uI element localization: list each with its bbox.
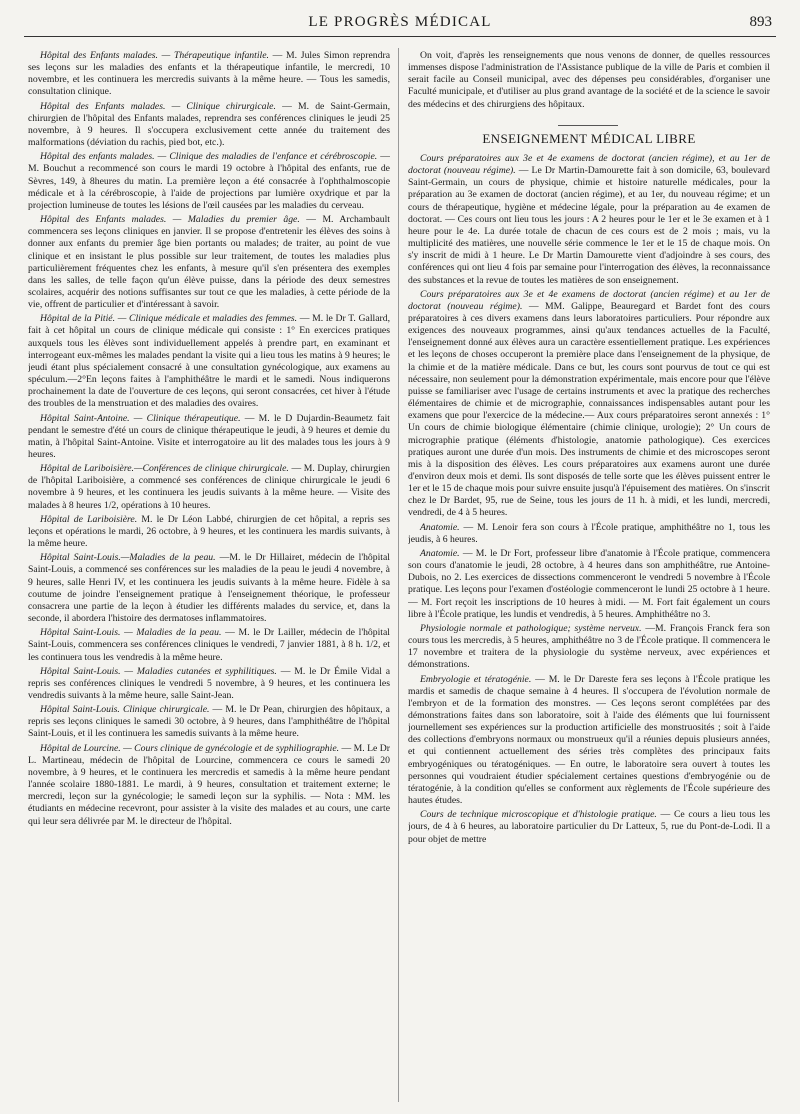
article-lead: Hôpital Saint-Louis. — Maladies de la peau.: [40, 627, 222, 639]
article-body: —M. le Dr Hillairet, médecin de l'hôpital Saint-Louis, a commencé ses conférences sur les maladies de la peau le jeudi 4 novembre, à 9 heures, salle Henri IV, et les continuera les jeudis suivants à la même heure. Fidèle à sa coutume de joindre l'enseignement pratique à l'enseignement théorique, le professeur consacrera une partie de la leçon à étudier les différents malades du service, et, dans la seconde, il abordera l'histoire des dermatoses inflammatoires.: [28, 552, 390, 625]
article-body: — M. le Dr Dareste fera ses leçons à l'École pratique les mardis et samedis de chaque semaine à 4 heures. Il s'occupera de l'évolution normale de l'embryon et de la formation des monstres. — Ces leçons seront complétées par des démonstrations faites dans son laboratoire, soit à l'aide des éléments que lui fournissent journellement ses expériences sur la production artificielle des monstruosités ; soit à l'aide des collections d'embryons normaux ou monstrueux qu'il a réunies depuis plusieurs années, et qui contiennent actuellement des séries très complètes des principaux faits embryogéniques ou tératogéniques. — En outre, le laboratoire sera ouvert à toutes les personnes qui voudraient étudier spécialement certaines questions d'embryogénie ou de tératogénie, à la condition qu'elles se conforment aux règlements de l'École supérieure des hautes études.: [408, 673, 770, 807]
page-header: [24, 12, 776, 37]
article-body: — M. Lenoir fera son cours à l'École pratique, amphithéâtre no 1, tous les jeudis, à 6 heures.: [408, 521, 770, 545]
article-lead: Physiologie normale et pathologique; système nerveux.: [420, 622, 642, 634]
article-body: —M. François Franck fera son cours tous les mercredis, à 5 heures, amphithéâtre no 3 de l'École pratique. Il commencera le 17 novembre et traitera de la physiologie du système nerveux, avec expériences et démonstrations.: [408, 622, 770, 671]
article-lead: Hôpital de Lourcine. — Cours clinique de gynécologie et de syphiliographie.: [40, 742, 340, 754]
article-paragraph: [28, 101, 390, 150]
column-divider: [398, 48, 399, 1102]
article-lead: Anatomie.: [420, 547, 460, 559]
article-paragraph: [28, 552, 390, 625]
article-paragraph: [408, 623, 770, 672]
article-body: — M. le Dr Émile Vidal a repris ses conférences cliniques le vendredi 5 novembre, à 9 heures, et les continuera les vendredis suivants à la même heure, salle Saint-Jean.: [28, 665, 390, 701]
article-body: — M. le Dr Pean, chirurgien des hôpitaux, a repris ses leçons cliniques le samedi 30 octobre, à 9 heures, dans l'amphithéâtre de l'hôpital Saint-Louis, et il les continuera les samedis suivants à la même heure.: [28, 704, 390, 740]
article-paragraph: [408, 153, 770, 287]
article-body: — M. Le Dr L. Martineau, médecin de l'hôpital de Lourcine, commencera ce cours le samedi 20 novembre, à 9 heures, et le continuera les mercredis et samedis à la même heure pendant l'année scolaire 1880-1881. Le mardi, à 9 heures, consultation et traitement externe; le mercredi, leçon sur la gynécologie; le samedi leçon sur la syphilis. — Nota : MM. les étudiants en médecine recevront, pour assister à la visite des malades et au cours, une carte qui leur sera délivrée par M. le directeur de l'hôpital.: [28, 742, 390, 827]
article-lead: Hôpital des enfants malades. — Clinique des maladies de l'enfance et cérébroscopie.: [40, 151, 378, 163]
article-lead: Cours de technique microscopique et d'histologie pratique.: [420, 809, 657, 821]
article-lead: Hôpital Saint-Louis.—Maladies de la peau.: [40, 552, 216, 564]
article-body: M. le Dr Léon Labbé, chirurgien de cet hôpital, a repris ses leçons et opérations le mardi, 26 octobre, à 9 heures, et les continuera les mardis suivants, à la même heure.: [28, 513, 390, 550]
article-paragraph: [408, 289, 770, 520]
article-paragraph: [28, 313, 390, 410]
article-lead: Hôpital des Enfants malades. — Maladies du premier âge.: [40, 214, 300, 226]
article-lead: Hôpital de Lariboisière.: [40, 513, 138, 525]
article-body: — M. Jules Simon reprendra ses leçons sur les maladies des enfants et la thérapeutique infantile, le mercredi, 10 novembre, et les continuera les mercredis suivants à la même heure. — Tous les samedis, consultation clinique.: [28, 50, 390, 98]
article-paragraph: [408, 522, 770, 546]
article-lead: Hôpital de la Pitié. — Clinique médicale et maladies des femmes.: [40, 313, 298, 325]
article-lead: Hôpital des Enfants malades. — Clinique chirurgicale.: [40, 100, 276, 112]
article-lead: Anatomie.: [420, 521, 460, 533]
article-paragraph: [28, 413, 390, 462]
article-paragraph: [28, 627, 390, 663]
article-lead: Hôpital des Enfants malades. — Thérapeutique infantile.: [40, 50, 269, 61]
article-body: — Le Dr Martin-Damourette fait à son domicile, 63, boulevard Saint-Germain, un cours de physique, chimie et histoire naturelle médicales, pour la préparation au 3e examen de doctorat (ancien régime), et au 1er, du nouveau régime; et un cours de thérapeutique, hygiène et médecine légale, pour la préparation au 4e examen de doctorat. — Ces cours ont lieu tous les jours : A 2 heures pour le 1er et le 3e examen et à 1 heure pour le 4e. La durée totale de chacun de ces cours est de 2 mois ; mais, vu la multiplicité des matières, une nouvelle série commence le 1er et le 15 de chaque mois. On s'y inscrit de midi à 1 heure. Le Dr Martin Damourette vient d'adjoindre à ses cours, des conférences qui ont lieu 4 fois par semaine pour l'interrogation des élèves, la reconnaissance des substances et la revue de toutes les matières de son enseignement.: [408, 165, 770, 286]
running-title: LE PROGRÈS MÉDICAL: [308, 14, 492, 30]
right-column: [408, 50, 770, 1102]
article-body: — MM. Galippe, Beauregard et Bardet font des cours préparatoires à ces divers examens dans leurs laboratoires particuliers. Pour répondre aux exigences des nouveaux programmes, ainsi qu'aux tendances actuelles de la Faculté, l'enseignement donné aux élèves aura un caractère essentiellement pratique. Les expériences et les leçons de choses occuperont la première place dans l'enseignement de la physique, de la chimie et de la matière médicale. Dans ce but, les cours sont pourvus de tout ce qui est nécessaire, non seulement pour la démonstration expérimentale, mais encore pour que l'élève puisse se familiariser avec l'usage de certains instruments et avec la pratique des recherches élémentaires de chimie et de micrographie, connaissances indispensables autant pour les examens que pour l'exercice de la médecine.— Aux cours préparatoires seront annexés : 1° Un cours de chimie biologique élémentaire (chimie clinique, urologie); 2° Un cours de micrographie pratique (éléments d'histologie, anatomie pathologique). Ces exercices pratiques auront une durée d'un mois. Des instruments de chimie et des microscopes seront mis à la disposition des élèves. Les cours préparatoires aux examens auront une durée d'environ deux mois et demi. Ils sont disposés de telle sorte que les élèves puissent entrer le 1er et le 15 de chaque mois pour suivre ensuite jusqu'à l'épuisement des matières. On s'inscrit chez le Dr Bardet, 95, rue de Seine, tous les jours de 11 h. à midi, et les lundi, mercredi, vendredi, de 4 à 5 heures.: [408, 300, 770, 519]
article-lead: Hôpital Saint-Louis. — Maladies cutanées et syphilitiques.: [40, 665, 277, 677]
intro-paragraph: On voit, d'après les renseignements que nous venons de donner, de quelles ressources immenses dispose l'administration de l'Assistance publique de la ville de Paris et combien il serait facile au Conseil municipal, avec des dépenses peu considérables, d'organiser une Faculté municipale, et d'utiliser au plus grand avantage de la société et de la science le savoir des médecins et des chirurgiens des hôpitaux.: [408, 50, 770, 110]
article-paragraph: [28, 151, 390, 212]
article-body: — M. de Saint-Germain, chirurgien de l'hôpital des Enfants malades, reprendra ses conférences cliniques le jeudi 25 novembre, à 9 heures. Il s'occupera exclusivement cette année du traitement des malformations (déviation du rachis, pied bot, etc.).: [28, 100, 390, 149]
article-lead: Cours préparatoires aux 3e et 4e examens de doctorat (ancien régime) et au 1er de doctorat (nouveau régime).: [408, 288, 770, 312]
article-body: — M. le D Dujardin-Beaumetz fait pendant le semestre d'été un cours de clinique thérapeutique le jeudi, à 9 heures et demie du matin, à l'hôpital Saint-Antoine. Visite et interrogatoire au lit des malades tous les jours à 9 heures.: [28, 412, 390, 460]
article-paragraph: [28, 743, 390, 828]
article-paragraph: [28, 214, 390, 311]
article-paragraph: [28, 666, 390, 702]
article-body: — M. le Dr Lailler, médecin de l'hôpital Saint-Louis, commencera ses conférences cliniques le vendredi, 7 janvier 1881, à 8 h. 1/2, et les continuera tous les vendredis à la même heure.: [28, 627, 390, 663]
article-body: — Ce cours a lieu tous les jours, de 4 à 6 heures, au laboratoire particulier du Dr Latteux, 5, rue du Pont-de-Lodi. Il a pour objet de mettre: [408, 809, 770, 845]
article-paragraph: [408, 674, 770, 808]
article-paragraph: [408, 809, 770, 845]
section-heading: ENSEIGNEMENT MÉDICAL LIBRE: [408, 125, 770, 145]
article-body: — M. le Dr Fort, professeur libre d'anatomie à l'École pratique, commencera son cours d'anatomie le jeudi, 28 octobre, à 4 heures dans son amphithéâtre, rue Antoine-Dubois, no 2. Les exercices de dissections commenceront le vendredi 5 novembre à l'École pratique. Les leçons pour l'examen d'ostéologie commenceront le lundi 25 octobre à 1 heure. — M. Fort reçoit les inscriptions de 10 heures à midi. — M. Fort fait également un cours libre à l'École pratique, les lundis et vendredis, à 5 heures. Amphithéâtre no 3.: [408, 547, 770, 620]
article-body: — M. Duplay, chirurgien de l'hôpital Lariboisière, a commencé ses conférences de clinique chirurgicale le jeudi 6 novembre à 9 heures, et les continuera les jeudis suivants à la même heure. — Visite des malades à 8 heures 1/2, opérations à 10 heures.: [28, 463, 390, 511]
article-paragraph: [28, 514, 390, 550]
article-body: — M. le Dr T. Gallard, fait à cet hôpital un cours de clinique médicale qui consiste : 1° En exercices pratiques auxquels tous les élèves sont individuellement appelés à prendre part, en examinant et interrogeant eux-mêmes les malades pendant la visite qui a lieu tous les matins à 9 heures; le jeudi étant plus spécialement consacré à une consultation gynécologique, aux examens au spéculum.—2°En leçons faites à l'amphithéâtre le mardi et le samedi. Nous indiquerons prochainement la date de l'ouverture de ces leçons, qui seront consacrées, cet hiver à l'étude des troubles de la menstruation et des maladies des ovaires.: [28, 313, 390, 410]
article-paragraph: [28, 463, 390, 512]
page-number: 893: [749, 14, 772, 30]
article-lead: Hôpital Saint-Antoine. — Clinique thérapeutique.: [40, 412, 241, 424]
article-lead: Embryologie et tératogénie.: [420, 673, 532, 685]
article-body: — M. Archambault commencera ses leçons cliniques en janvier. Il se propose d'entretenir les élèves des soins à donner aux enfants du premier âge bien portants ou malades; de traiter, au point de vue clinique et en insistant le plus possible sur leur traitement, de toutes les maladies plus particulièrement fréquentes chez les enfants, à mesure qu'il s'en présentera des exemples dans les salles, de telle façon qu'un élève puisse, dans la période des deux semestres scolaires, acquérir des notions suffisantes sur tout ce que les maladies, à cette période de la vie, offrent de particulier et d'intéressant à savoir.: [28, 214, 390, 311]
article-paragraph: [28, 50, 390, 99]
article-paragraph: [408, 548, 770, 621]
right-column-articles: [408, 153, 770, 846]
article-lead: Hôpital Saint-Louis. Clinique chirurgicale.: [40, 704, 210, 716]
left-column: [28, 50, 390, 1102]
article-body: — M. Bouchut a recommencé son cours le mardi 19 octobre à l'hôpital des enfants, rue de Sèvres, 149, à 8heures du matin. La première leçon a été consacrée à l'ophthalmoscopie médicale et à la cérébroscopie, à l'aide de projections par lumière oxydrique et par la projection lumineuse de toutes les lésions de l'œil causées par les maladies du cerveau.: [28, 151, 390, 211]
article-lead: Hôpital de Lariboisière.—Conférences de clinique chirurgicale.: [40, 463, 289, 475]
article-paragraph: [28, 704, 390, 740]
article-lead: Cours préparatoires aux 3e et 4e examens de doctorat (ancien régime), et au 1er de doctorat (nouveau régime).: [408, 152, 770, 177]
